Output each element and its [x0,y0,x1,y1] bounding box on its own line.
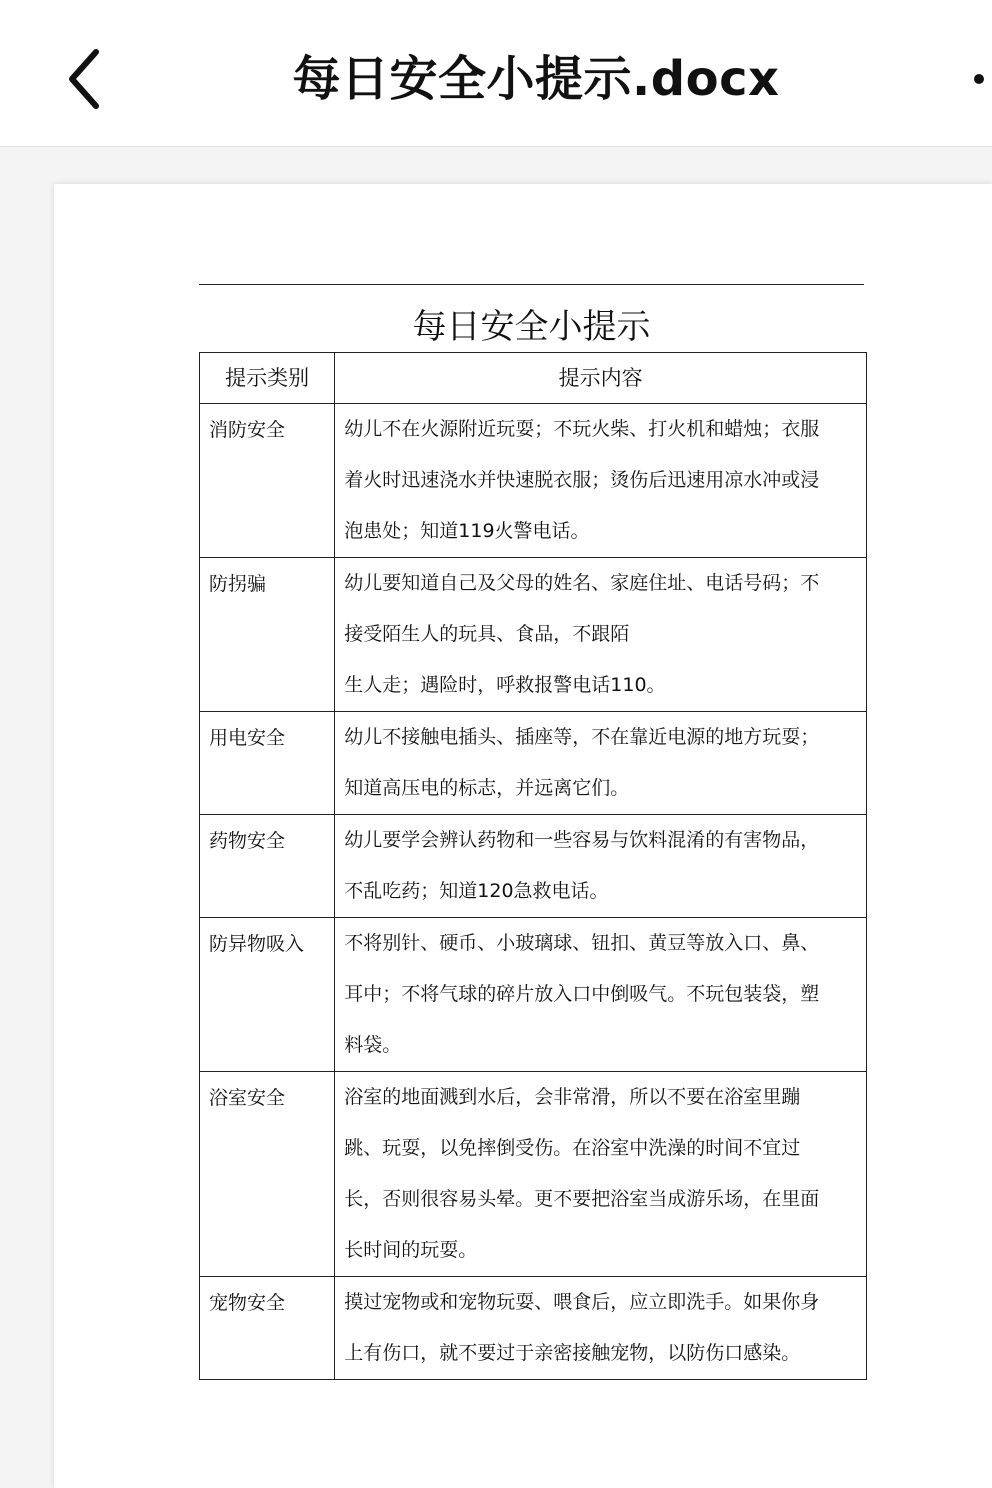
content-line: 知道高压电的标志，并远离它们。 [344,777,630,799]
content-line: 摸过宠物或和宠物玩耍、喂食后，应立即洗手。如果你身 [344,1291,820,1313]
document-heading: 每日安全小提示 [412,307,651,347]
tips-table [199,352,867,1380]
row-category: 用电安全 [200,712,335,815]
content-line: 上有伤口，就不要过于亲密接触宠物，以防伤口感染。 [344,1342,801,1364]
table-row [200,918,867,1072]
table-row [200,1277,867,1380]
content-line: 幼儿不接触电插头、插座等，不在靠近电源的地方玩耍； [344,726,820,748]
content-line: 泡患处；知道119火警电话。 [344,520,590,542]
row-category: 药物安全 [200,815,335,918]
table-row [200,815,867,918]
table-row [200,1072,867,1277]
content-line: 不乱吃药；知道120急救电话。 [344,880,609,902]
content-line: 着火时迅速浇水并快速脱衣服；烫伤后迅速用凉水冲或浸 [344,469,820,491]
row-content [335,1072,867,1277]
row-category: 宠物安全 [200,1277,335,1380]
table-header-row [200,353,867,404]
content-line: 长，否则很容易头晕。更不要把浴室当成游乐场，在里面 [344,1188,820,1210]
top-bar [0,0,992,147]
row-content [335,558,867,712]
row-content [335,1277,867,1380]
table-row [200,558,867,712]
more-icon [974,74,984,84]
content-line: 跳、玩耍，以免摔倒受伤。在浴室中洗澡的时间不宜过 [344,1137,801,1159]
header-rule [199,284,864,285]
row-category: 浴室安全 [200,1072,335,1277]
chevron-left-icon [58,44,118,114]
content-line: 浴室的地面溅到水后，会非常滑，所以不要在浴室里蹦 [344,1086,801,1108]
row-category: 防拐骗 [200,558,335,712]
more-button[interactable] [964,60,992,100]
row-content [335,815,867,918]
content-line: 幼儿要学会辨认药物和一些容易与饮料混淆的有害物品， [344,829,820,851]
content-line: 接受陌生人的玩具、食品，不跟陌 [344,623,630,645]
row-content [335,918,867,1072]
content-line: 长时间的玩耍。 [344,1239,478,1261]
document-page [54,184,992,1488]
back-button[interactable] [58,44,118,114]
header-content: 提示内容 [335,353,867,404]
content-line: 不将别针、硬币、小玻璃球、钮扣、黄豆等放入口、鼻、 [344,932,820,954]
row-category: 消防安全 [200,404,335,558]
header-category: 提示类别 [200,353,335,404]
content-line: 生人走；遇险时，呼救报警电话110。 [344,674,666,696]
row-content [335,404,867,558]
content-line: 幼儿不在火源附近玩耍；不玩火柴、打火机和蜡烛；衣服 [344,418,820,440]
row-category: 防异物吸入 [200,918,335,1072]
row-content [335,712,867,815]
content-line: 幼儿要知道自己及父母的姓名、家庭住址、电话号码；不 [344,572,820,594]
table-row [200,404,867,558]
document-title: 每日安全小提示.docx [292,51,780,107]
content-line: 料袋。 [344,1034,402,1056]
table-row [200,712,867,815]
content-line: 耳中；不将气球的碎片放入口中倒吸气。不玩包装袋，塑 [344,983,820,1005]
